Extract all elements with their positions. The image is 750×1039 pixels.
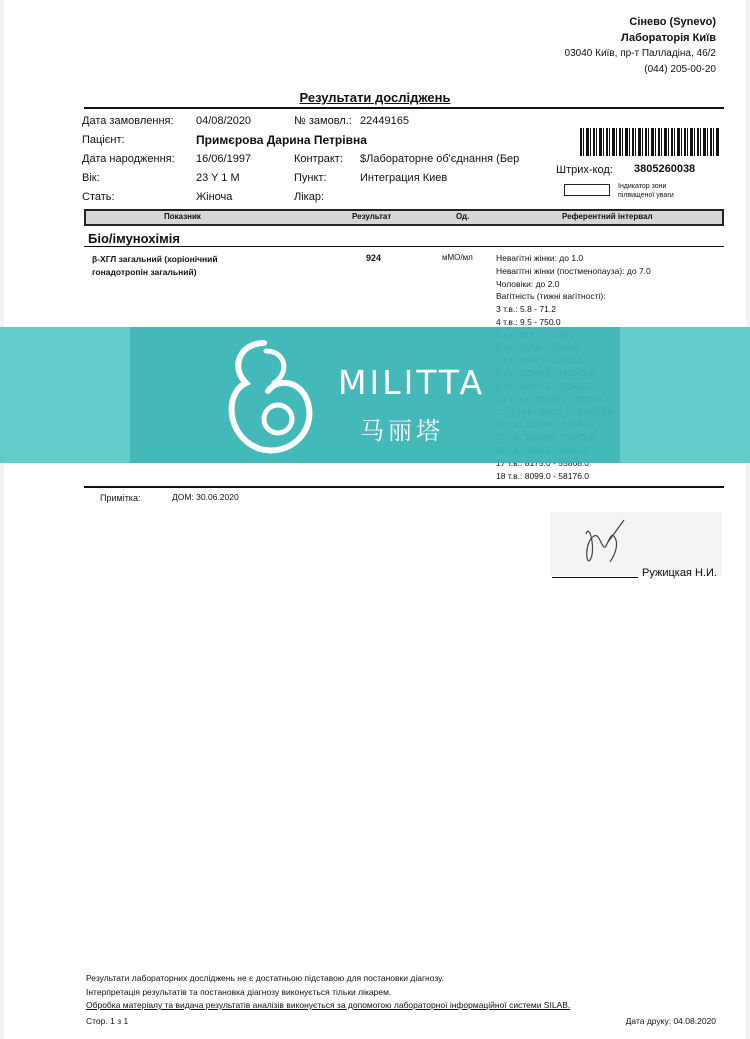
lab-branch: Лабораторія Київ	[620, 32, 716, 44]
results-table-header	[84, 209, 724, 226]
attention-indicator-label: Індикатор зони пілвищеної уваги	[618, 183, 674, 199]
doctor-label: Лікар:	[294, 191, 325, 203]
test-result: 924	[366, 253, 382, 263]
footer-disclaimer-3: Обробка матеріалу та видача результатів аналізів виконується за допомогою лабораторної інформаційної системи SILAB.	[86, 1000, 571, 1010]
age-value: 23 Y 1 M	[196, 172, 240, 184]
header-unit: Од.	[456, 212, 470, 221]
test-name: β-ХГЛ загальний (хоріонічний гонадотропін загальний)	[92, 254, 218, 277]
order-no-label: № замовл.:	[294, 115, 352, 127]
point-value: Интеграция Киев	[360, 172, 448, 184]
patient-label: Пацієнт:	[82, 134, 125, 146]
contract-value: $Лабораторне об'єднання (Бер	[360, 153, 520, 165]
test-reference: Невагітні жінки: до 1.0 Невагітні жінки (постменопауза): до 7.0 Чоловіки: до 2.0 Вагітність (тижні вагітності): 3 т.в.: 5.8 - 71.2 4 т.в.: 9.5 - 750.0 18 т.в.: 8099.0 - 58176.0	[496, 253, 651, 481]
note-text: ДОМ: 30.06.2020	[172, 492, 239, 502]
header-reference: Референтний інтервал	[562, 212, 653, 221]
barcode-value: 3805260038	[634, 163, 696, 175]
sex-label: Стать:	[82, 191, 115, 203]
contract-label: Контракт:	[294, 153, 343, 165]
header-indicator: Показник	[164, 212, 201, 221]
table-end-divider	[84, 486, 724, 488]
report-page	[4, 0, 746, 1039]
patient-name: Примєрова Дарина Петрівна	[196, 133, 367, 147]
lab-address: 03040 Київ, пр-т Палладіна, 46/2	[564, 48, 716, 59]
point-label: Пункт:	[294, 172, 327, 184]
footer-disclaimer-2: Інтерпретація результатів та постановка діагнозу виконується тільки лікарем.	[86, 987, 392, 997]
sex-value: Жіноча	[196, 191, 233, 203]
section-title: Біо/імунохімія	[88, 231, 180, 246]
page-number: Стор. 1 з 1	[86, 1016, 129, 1026]
watermark-chinese: 马丽塔	[360, 417, 444, 445]
title-divider	[84, 107, 724, 109]
watermark-brand: MILITTA	[338, 363, 486, 402]
watermark-logo-icon	[220, 333, 330, 457]
birth-label: Дата народження:	[82, 153, 175, 165]
print-date: Дата друку: 04.08.2020	[625, 1016, 716, 1026]
barcode-image	[580, 128, 720, 156]
watermark-band	[0, 327, 750, 463]
lab-name: Сінево (Synevo)	[629, 16, 716, 28]
attention-indicator-box	[564, 184, 610, 196]
header-result: Результат	[352, 212, 392, 221]
birth-date: 16/06/1997	[196, 153, 252, 165]
footer-disclaimer-1: Результати лабораторних досліджень не є достатньою підставою для постановки діагнозу.	[86, 973, 444, 983]
test-unit: мМО/мл	[442, 253, 473, 262]
report-title: Результати досліджень	[299, 90, 451, 105]
order-date: 04/08/2020	[196, 115, 252, 127]
order-no: 22449165	[360, 115, 409, 127]
note-label: Примітка:	[100, 493, 141, 503]
signature-line	[552, 577, 638, 578]
age-label: Вік:	[82, 172, 100, 184]
lab-header	[565, 14, 716, 78]
barcode-label: Штрих-код:	[556, 164, 613, 176]
section-divider	[84, 246, 724, 247]
lab-phone: (044) 205-00-20	[644, 64, 716, 75]
signer-name: Ружицкая Н.И.	[642, 567, 717, 579]
order-date-label: Дата замовлення:	[82, 115, 174, 127]
